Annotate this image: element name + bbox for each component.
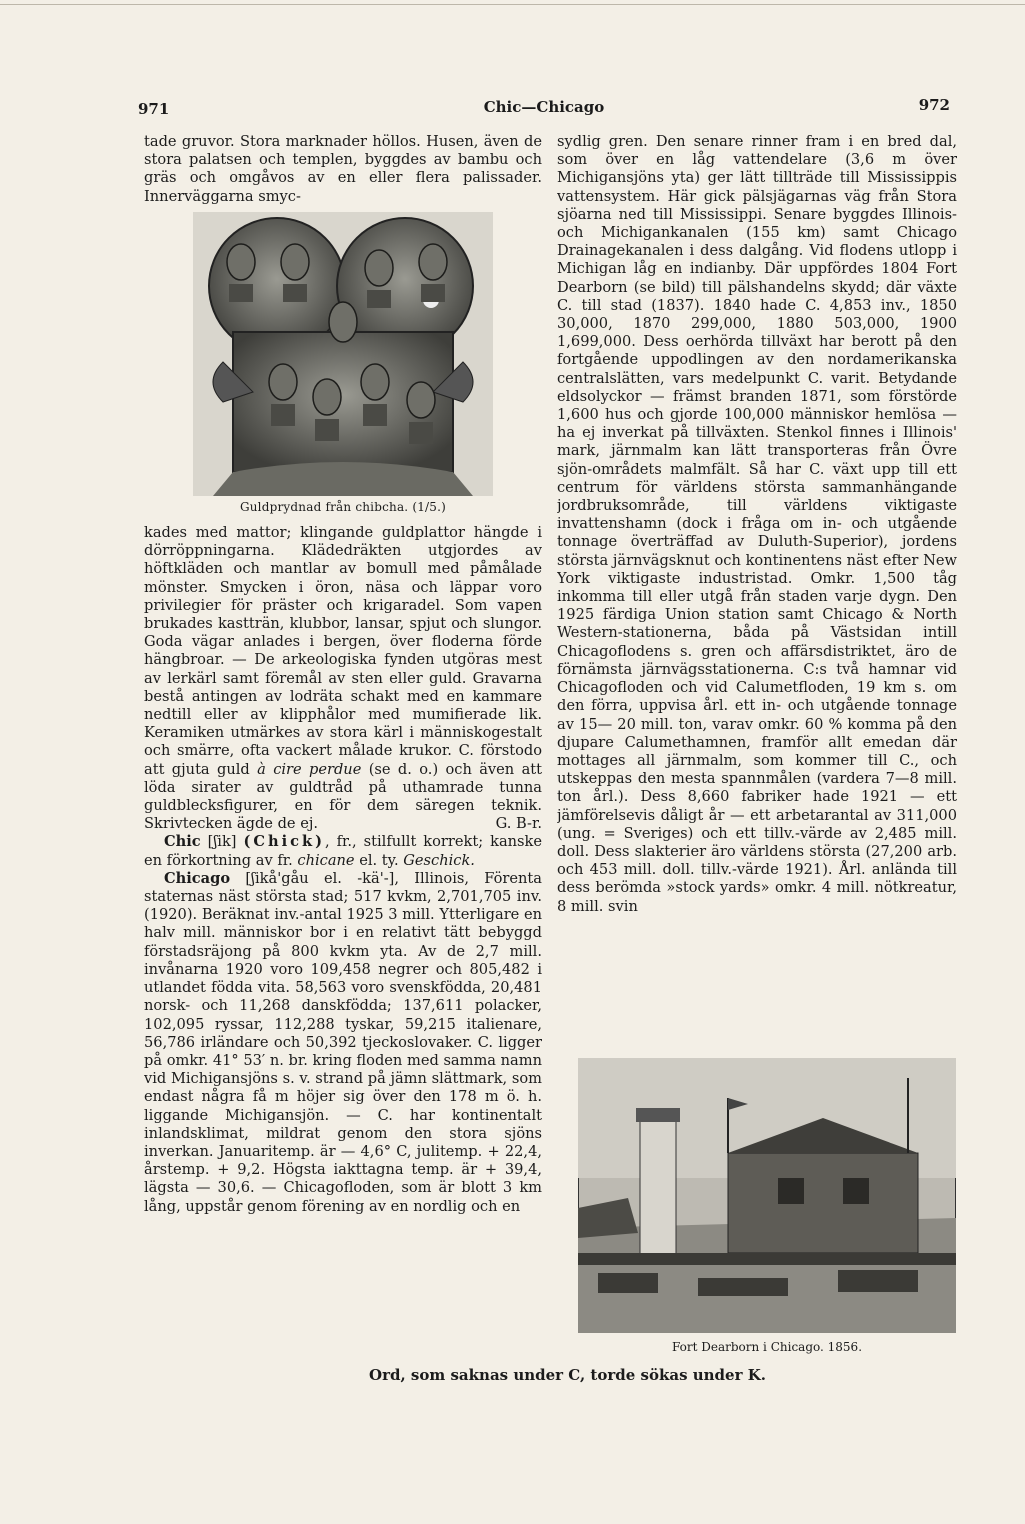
top-edge-rule [0, 4, 1025, 5]
gold-ornament-caption: Guldprydnad från chibcha. (1/5.) [239, 499, 447, 514]
page-footer-note [0, 1366, 1025, 1384]
gold-ornament-figure [193, 212, 493, 496]
chicago-entry [144, 870, 542, 1216]
page-number-right: 972 [918, 96, 950, 114]
chic-headword: Chic [164, 833, 201, 851]
archaeology-text: kades med mattor; klingande guldplattor hängde i dörröppningarna. Klädedräkten utgjordes av höftkläden och mantlar av bomull med påmålade mönster. Smycken i öron, näsa och läppar voro privilegier för präster och krigaradel. Som vapen brukades kastträn, klubbor, lansar, spjut och slungor. Goda vägar anlades i bergen, över floderna förde hängbroar. — De arkeologiska fynden utgöras mest av lerkärl samt föremål av sten eller guld. Gravarna bestå antingen av lodräta schakt med en kammare nedtill eller av klipphålor med mumifierade lik. Keramiken utmärkes av stora kärl i människogestalt och smärre, ofta vackert målade krukor. C. förstodo att gjuta guld [144, 524, 542, 778]
page-number-left: 971 [138, 100, 170, 118]
right-column [557, 133, 957, 1048]
page-header [138, 98, 950, 120]
right-column-text: sydlig gren. Den senare rinner fram i en bred dal, som över en låg vattendelare (3,6 m över Michigansjöns yta) ger lätt tillträde till Mississippis vattensystem. Här gick pälsjägarnas väg från Stora sjöarna ned till Mississippi. Senare byggdes Illinois- och Michigankanalen (155 km) samt Chicago Drainagekanalen i dess dalgång. Vid flodens utlopp i Michigan låg en indianby. Där uppfördes 1804 Fort Dearborn (se bild) till pälshandelns skydd; där växte C. till stad (1837). 1840 hade C. 4,853 inv., 1850 30,000, 1870 299,000, 1880 503,000, 1900 1,699,000. Dess oerhörda tillväxt har berott på den fortgående uppodlingen av den nordamerikanska centralslätten, vars medelpunkt C. varit. Betydande eldsolyckor — främst branden 1871, som förstörde 1,600 hus och gjorde 100,000 människor hemlösa — ha ej inverkat på tillväxten. Stenkol finnes i Illinois' mark, järnmalm kan lätt transporteras från Övre sjön-områdets malmfält. Så har C. växt upp till ett centrum för världens största sammanhängande jordbruksområde, till världens viktigaste invattenshamn (dock i fråga om in- och utgående tonnage överträffad av Duluth-Superior), jordens största järnvägsknut och kontinentens näst efter New York viktigaste industristad. Omkr. 1,500 tåg inkomma till eller utgå från staden varje dygn. Den 1925 färdiga Union station samt Chicago & North Western-stationerna, båda på Västsidan intill Chicagoflodens s. gren och affärsdistriktet, äro de förnämsta järnvägsstationerna. C:s två hamnar vid Chicagofloden och vid Calumetfloden, 19 km s. om den förra, uppvisa årl. ett in- och utgående tonnage av 15— 20 mill. ton, varav omkr. 60 % komma på den djupare Calumethamnen, framför allt emedan där mottages all järnmalm, som kommer till C., och utskeppas den mesta spannmålen (vardera 7—8 mill. ton årl.). Dess 8,660 fabriker hade 1921 — ett jämförelsevis dåligt år — ett arbetarantal av 311,000 (ung. = Sveriges) och ett tillv.-värde av 2,485 mill. doll. Dess slakterier äro världens största (27,200 arb. och 453 mill. doll. tillv.-värde 1921). Årl. anlända till dess berömda »stock yards» omkr. 4 mill. nötkreatur, 8 mill. svin [557, 133, 957, 915]
chicago-text: [ʃikå'gåu el. -kä'-], Illinois, Förenta staternas näst största stad; 517 kvkm, 2,701,705 inv. (1920). Beräknat inv.-antal 1925 3 mill. Ytterligare en halv mill. människor bor i en relativt tätt bebyggd förstadsräjong på 800 kvkm yta. Av de 2,7 mill. invånarna 1920 voro 109,458 negrer och 805,482 i utlandet födda vita. 58,563 voro svenskfödda, 20,481 norsk- och 11,268 danskfödda; 137,611 polacker, 102,095 ryssar, 112,288 tyskar, 59,215 italienare, 56,786 irländare och 50,392 tjeckoslovaker. C. ligger på omkr. 41° 53′ n. br. kring floden med samma namn vid Michigansjöns s. v. strand på jämn slättmark, som endast några få m höjer sig över den 178 m ö. h. liggande Michigansjön. — C. har kontinentalt inlandsklimat, mildrat genom den stora sjöns inverkan. Januaritemp. är — 4,6° C, julitemp. + 22,4, årstemp. + 9,2. Högsta iakttagna temp. är + 39,4, lägsta — 30,6. — Chicagofloden, som är blott 3 km lång, uppstår genom förening av en nordlig och en [144, 869, 542, 1215]
fort-dearborn-caption: Fort Dearborn i Chicago. 1856. [671, 1340, 863, 1354]
left-column [144, 133, 542, 1365]
running-head: Chic—Chicago [483, 98, 605, 116]
cire-perdue-term: à cire perdue [257, 760, 362, 778]
fort-dearborn-illustration [578, 1058, 956, 1333]
chic-entry [144, 833, 542, 869]
chic-pronunciation: [ʃik] [207, 833, 237, 851]
fort-dearborn-figure [578, 1058, 956, 1333]
left-paragraph-2 [144, 524, 542, 833]
footer-text: Ord, som saknas under C, torde sökas under K. [369, 1366, 766, 1384]
chic-definition: , fr., stilfullt korrekt; kanske en förkortning av fr. [144, 833, 542, 869]
gold-ornament-illustration [193, 212, 493, 496]
chic-definition-mid: el. ty. [359, 851, 399, 869]
author-signature: G. B-r. [495, 815, 542, 833]
chic-italic-1: chicane [297, 851, 355, 869]
archaeology-text-end: (se d. o.) och även att löda sirater av guldtråd på uthamrade tunna guldblecksfigurer, en för dem säregen teknik. Skrivtecken ägde de ej. [144, 760, 542, 833]
chicago-headword: Chicago [164, 869, 231, 887]
left-paragraph-1: tade gruvor. Stora marknader höllos. Husen, även de stora palatsen och templen, byggdes av bambu och gräs och omgåvos av en eller flera palissader. Innerväggarna smyc- [144, 133, 542, 205]
chic-etymology: (Chick) [243, 833, 326, 851]
chic-italic-2: Geschick. [403, 851, 475, 869]
